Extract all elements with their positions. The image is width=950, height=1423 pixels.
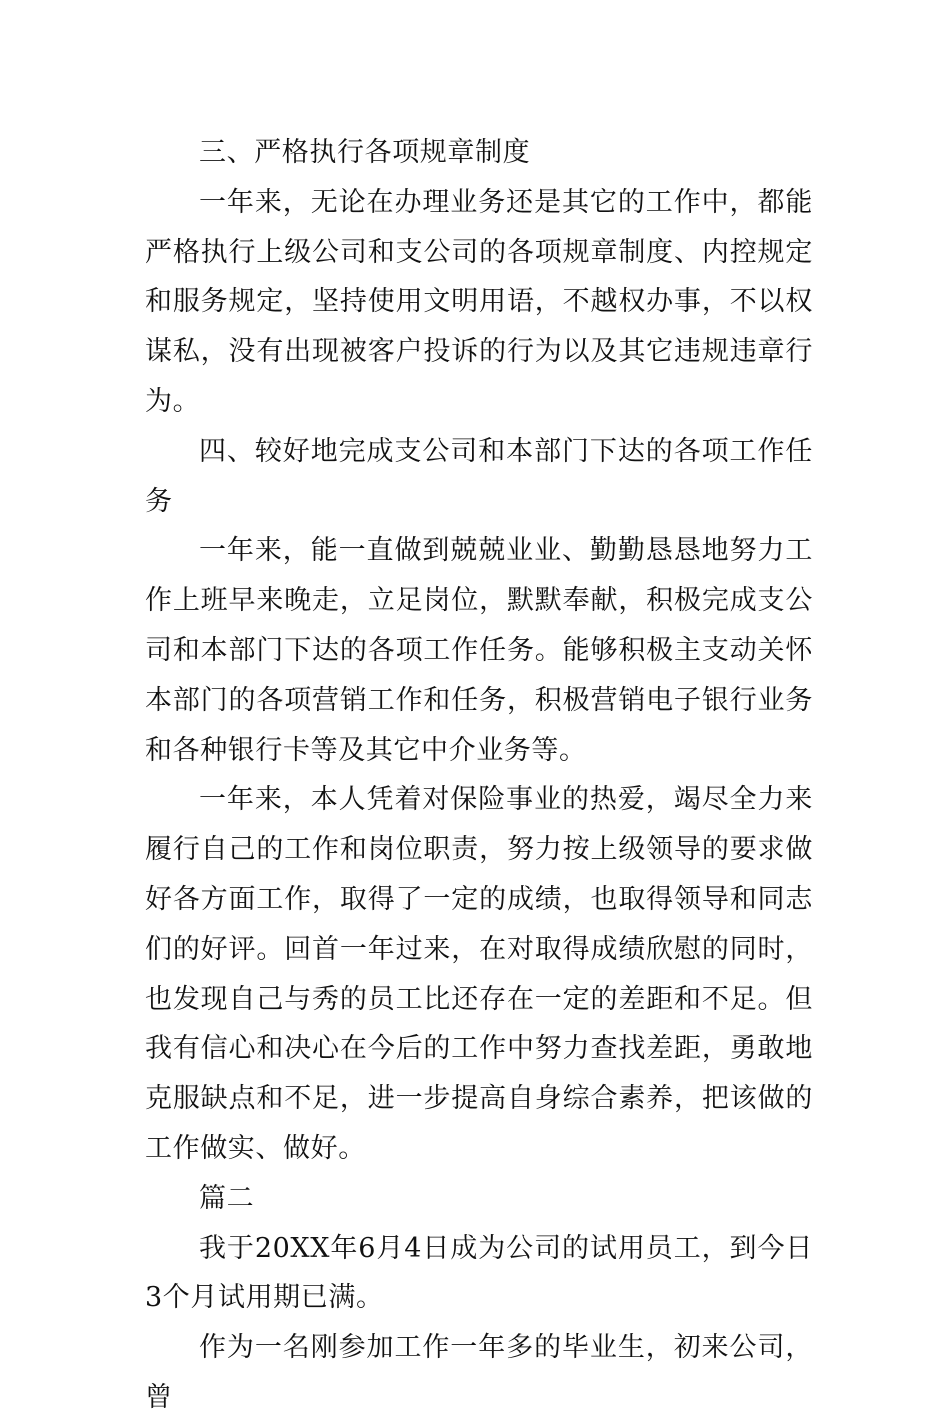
section-heading-4: 四、较好地完成支公司和本部门下达的各项工作任务 — [145, 435, 813, 517]
section-heading-3: 三、严格执行各项规章制度 — [199, 137, 531, 168]
part-heading: 篇二 — [199, 1182, 255, 1214]
document-body — [145, 128, 813, 1423]
paragraph: 一年来，本人凭着对保险事业的热爱，竭尽全力来履行自己的工作和岗位职责，努力按上级领导的要求做好各方面工作，取得了一定的成绩，也取得领导和同志们的好评。回首一年过来，在对取得成绩欣慰的同时，也发现自己与秀的员工比还存在一定的差距和不足。但我有信心和决心在今后的工作中努力查找差距，勇敢地克服缺点和不足，进一步提高自身综合素养，把该做的工作做实、做好。 — [145, 784, 813, 1164]
paragraph: 作为一名刚参加工作一年多的毕业生，初来公司，曾 — [145, 1332, 813, 1413]
paragraph: 我于20XX年6月4日成为公司的试用员工，到今日3个月试用期已满。 — [145, 1232, 813, 1314]
paragraph: 一年来，能一直做到兢兢业业、勤勤恳恳地努力工作上班早来晚走，立足岗位，默默奉献，积极完成支公司和本部门下达的各项工作任务。能够积极主支动关怀本部门的各项营销工作和任务，积极营销电子银行业务和各种银行卡等及其它中介业务等。 — [145, 535, 813, 766]
paragraph: 一年来，无论在办理业务还是其它的工作中，都能严格执行上级公司和支公司的各项规章制度、内控规定和服务规定，坚持使用文明用语，不越权办事，不以权谋私，没有出现被客户投诉的行为以及其它违规违章行为。 — [145, 186, 813, 417]
